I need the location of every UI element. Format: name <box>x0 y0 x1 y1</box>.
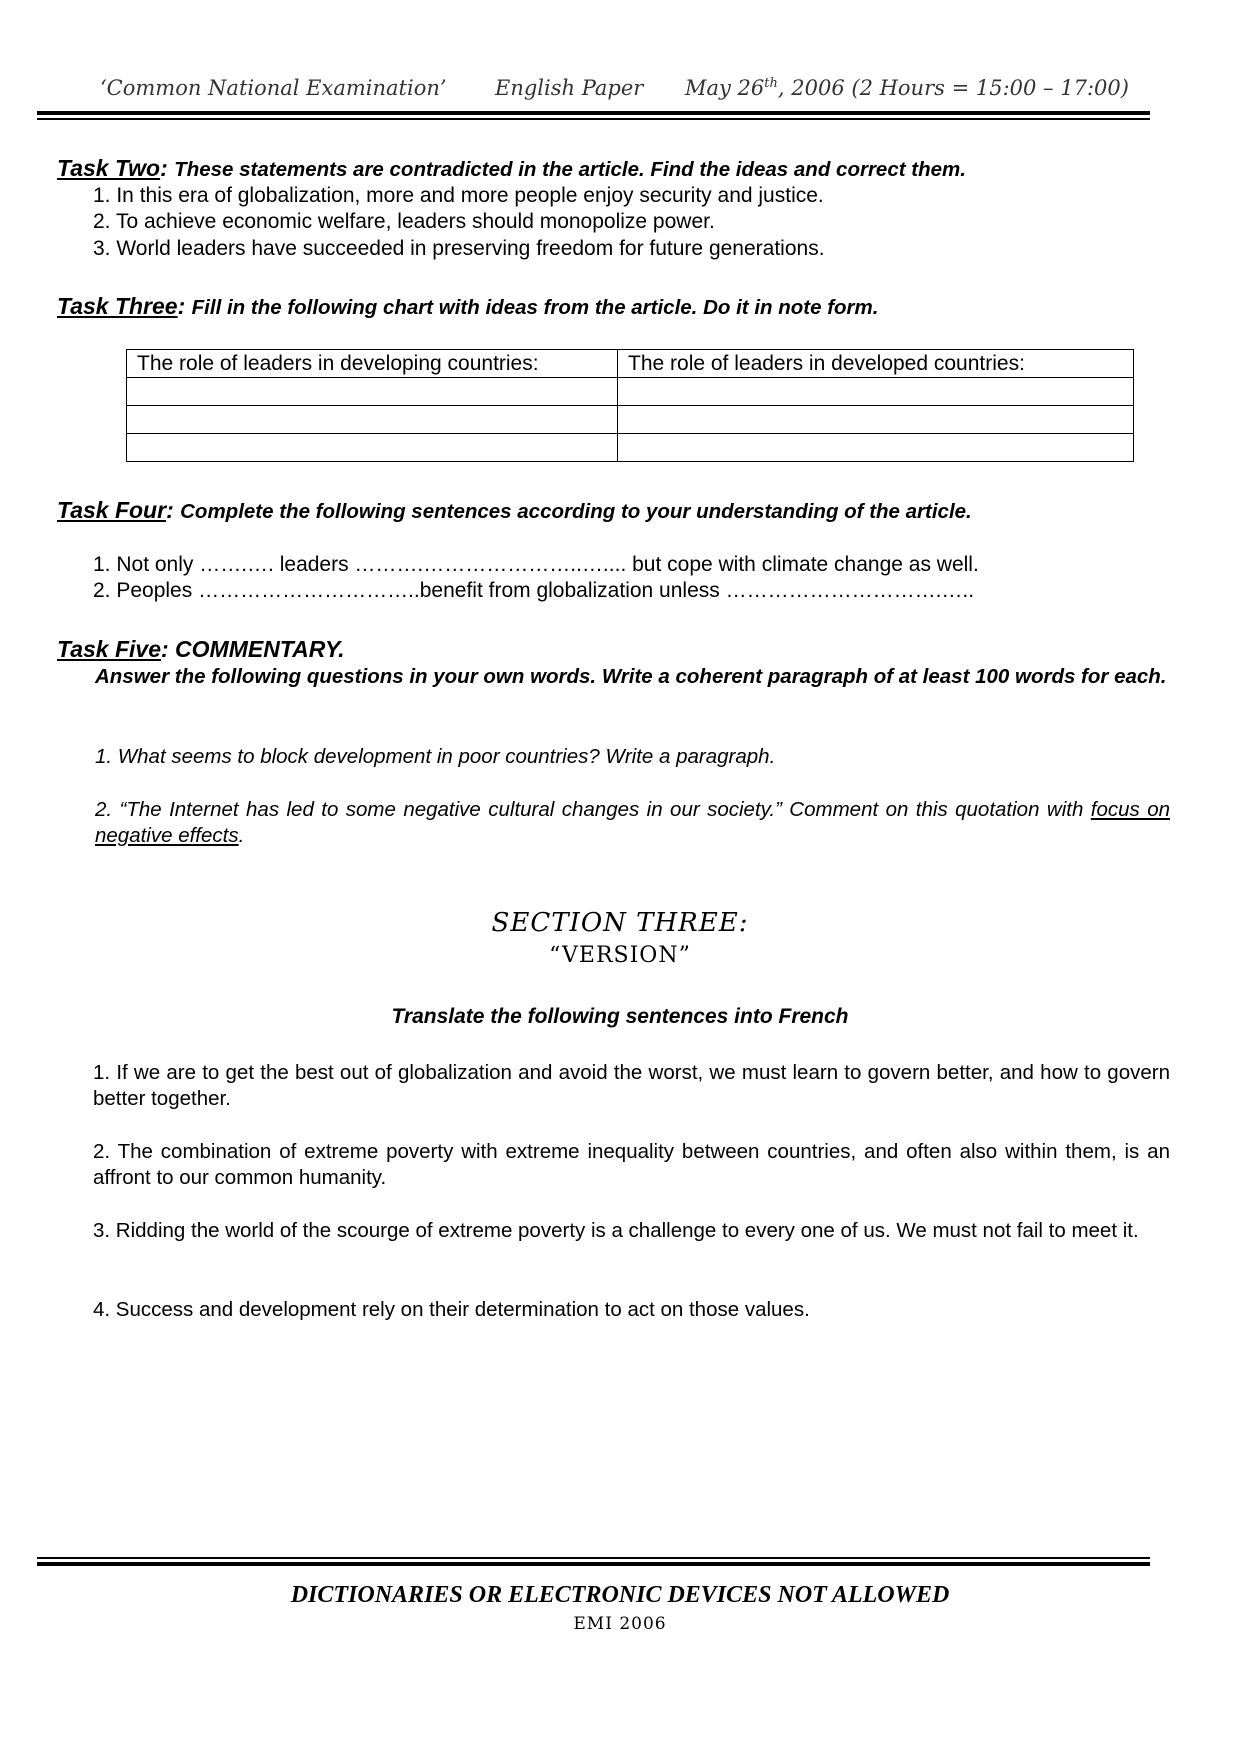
header-exam-name: ‘Common National Examination’ <box>100 76 447 100</box>
task-five-heading-text: : COMMENTARY. <box>160 636 345 662</box>
task-four-item-2: 2. Peoples …………………………..benefit from globalization unless ………………………….….. <box>93 579 975 602</box>
task-three-title: Task Three <box>57 293 178 319</box>
chart-col-developing: The role of leaders in developing countries: <box>127 350 618 378</box>
task-two-instruction: These statements are contradicted in the article. Find the ideas and correct them. <box>174 158 966 181</box>
header-rule-thick <box>37 111 1150 115</box>
task-two-item-2: 2. To achieve economic welfare, leaders should monopolize power. <box>93 210 715 233</box>
header-date: May 26th, 2006 (2 Hours = 15:00 – 17:00) <box>685 76 1129 100</box>
header-paper: English Paper <box>495 76 644 100</box>
task-five-question-1: 1. What seems to block development in poor countries? Write a paragraph. <box>95 745 776 768</box>
page-header <box>100 70 1150 110</box>
chart-cell[interactable] <box>127 406 618 434</box>
chart-cell[interactable] <box>127 434 618 462</box>
chart-col-developed: The role of leaders in developed countries: <box>618 350 1134 378</box>
section-three-subtitle: “VERSION” <box>549 943 691 968</box>
task-three-heading: Task Three: Fill in the following chart with ideas from the article. Do it in note form. <box>57 293 879 319</box>
task-two-item-3: 3. World leaders have succeeded in preserving freedom for future generations. <box>93 237 825 260</box>
footer-rule-thin <box>37 1557 1150 1559</box>
task-five-instruction: Answer the following questions in your own words. Write a coherent paragraph of at least 100 words for each. <box>95 665 1167 688</box>
translation-sentence-4: 4. Success and development rely on their determination to act on those values. <box>93 1298 810 1321</box>
footer-rule-thick <box>37 1562 1150 1566</box>
task-five-question-2: 2. “The Internet has led to some negative cultural changes in our society.” Comment on this quotation with focus on negative effects. <box>95 798 1170 847</box>
translation-sentence-2: 2. The combination of extreme poverty with extreme inequality between countries, and often also within them, is an affront to our common humanity. <box>93 1140 1170 1189</box>
chart-cell[interactable] <box>127 378 618 406</box>
footer-warning: DICTIONARIES OR ELECTRONIC DEVICES NOT ALLOWED <box>290 1582 950 1608</box>
task-two-heading: Task Two: These statements are contradicted in the article. Find the ideas and correct them. <box>57 155 966 181</box>
task-four-item-1: 1. Not only …….…. leaders ……….…………………..….... but cope with climate change as well. <box>93 553 979 576</box>
task-three-instruction: Fill in the following chart with ideas from the article. Do it in note form. <box>191 296 879 319</box>
task-two-title: Task Two <box>57 155 161 181</box>
chart-row <box>127 406 1134 434</box>
translation-sentence-1: 1. If we are to get the best out of globalization and avoid the worst, we must learn to govern better, and how to govern better together. <box>93 1061 1170 1110</box>
task-three-chart <box>126 349 1134 462</box>
task-five-title: Task Five <box>57 636 161 662</box>
translation-sentence-3: 3. Ridding the world of the scourge of extreme poverty is a challenge to every one of us. We must not fail to meet it. <box>93 1219 1139 1242</box>
chart-cell[interactable] <box>618 434 1134 462</box>
chart-cell[interactable] <box>618 406 1134 434</box>
task-two-item-1: 1. In this era of globalization, more and more people enjoy security and justice. <box>93 184 824 207</box>
task-four-instruction: Complete the following sentences according to your understanding of the article. <box>180 500 972 523</box>
task-four-title: Task Four <box>57 497 167 523</box>
header-rule-thin <box>37 118 1150 120</box>
chart-row <box>127 378 1134 406</box>
chart-cell[interactable] <box>618 378 1134 406</box>
footer-code: EMI 2006 <box>573 1614 667 1634</box>
task-five-heading <box>57 636 1177 664</box>
task-five-question-2-emphasis: focus on negative effects <box>95 798 1170 847</box>
section-three-title: SECTION THREE: <box>491 908 749 938</box>
task-four-heading: Task Four: Complete the following sentences according to your understanding of the article. <box>57 497 972 523</box>
section-three-instruction: Translate the following sentences into French <box>391 1005 849 1028</box>
chart-row <box>127 434 1134 462</box>
